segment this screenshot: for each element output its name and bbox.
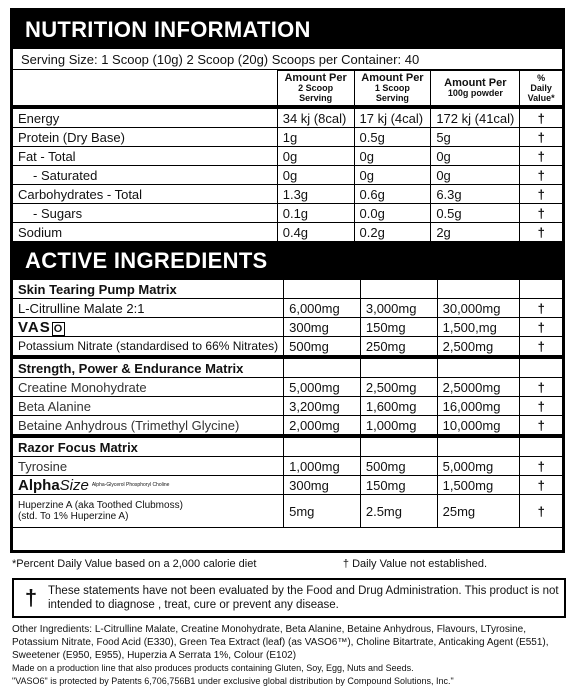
nutrition-table [13,70,562,242]
percent-dv-note: *Percent Daily Value based on a 2,000 calorie diet [12,558,257,570]
active-ingredients-table [13,280,562,528]
header-100g: Amount Per 100g powder [431,71,520,108]
ingredient-row: Betaine Anhydrous (Trimethyl Glycine) 2,000mg 1,000mg 10,000mg † [13,416,562,437]
section-header: Strength, Power & Endurance Matrix [13,357,562,378]
patent-note: "VASO6" is protected by Patents 6,706,756B1 under exclusive global distribution by Compound Solutions, Inc." [12,676,454,686]
ingredient-row: Potassium Nitrate (standardised to 66% Nitrates) 500mg 250mg 2,500mg † [13,337,562,358]
ingredient-row: Beta Alanine 3,200mg 1,600mg 16,000mg † [13,397,562,416]
nutrition-row: Carbohydrates - Total 1.3g 0.6g 6.3g † [13,185,562,204]
ingredient-row: Huperzine A (aka Toothed Clubmoss) (std. To 1% Huperzine A) 5mg 2.5mg 25mg † [13,495,562,528]
fda-disclaimer [12,578,566,618]
nutrition-row: Protein (Dry Base) 1g 0.5g 5g † [13,128,562,147]
active-ingredients-title: ACTIVE INGREDIENTS [13,242,562,280]
section-header: Skin Tearing Pump Matrix [13,280,562,299]
alphasize-logo: AlphaSize Alpha-Glycerol Phosphoryl Choline [13,476,284,495]
header-daily-value: % Daily Value* [520,71,562,108]
nutrition-row: - Saturated 0g 0g 0g † [13,166,562,185]
nutrition-header-row [13,71,562,108]
ingredient-row: AlphaSize Alpha-Glycerol Phosphoryl Choline 300mg 150mg 1,500mg † [13,476,562,495]
header-1-scoop: Amount Per 1 Scoop Serving [354,71,431,108]
nutrition-row: Energy 34 kj (8cal) 17 kj (4cal) 172 kj (41cal) † [13,107,562,128]
nutrition-panel [10,8,565,553]
nutrition-row: Sodium 0.4g 0.2g 2g † [13,223,562,242]
ingredient-row: Tyrosine 1,000mg 500mg 5,000mg † [13,457,562,476]
other-info [12,623,568,688]
allergen-note: Made on a production line that also produces products containing Gluten, Soy, Egg, Nuts and Seeds. [12,663,414,673]
header-2-scoop: Amount Per 2 Scoop Serving [277,71,354,108]
dagger-icon: † [24,585,38,610]
not-established-note: † Daily Value not established. [342,558,487,570]
nutrition-row: - Sugars 0.1g 0.0g 0.5g † [13,204,562,223]
footnotes [12,558,567,570]
vaso6-logo: VAS O [13,318,284,337]
other-ingredients: Other Ingredients: L-Citrulline Malate, Creatine Monohydrate, Beta Alanine, Betaine Anhydrous, Flavours, LTyrosine, Potassium Nitrate, Food Acid (E330), Green Tea Extract (leaf) (as VASO6™), Choline Bitartrate, Anticaking Agent (E551), Sweetener (E950, E955), Huperzia A Serrata 1%, Colour (E102) [12,624,549,661]
nutrition-row: Fat - Total 0g 0g 0g † [13,147,562,166]
nutrition-title: NUTRITION INFORMATION [13,11,562,49]
section-header: Razor Focus Matrix [13,436,562,457]
ingredient-row: Creatine Monohydrate 5,000mg 2,500mg 2,5000mg † [13,378,562,397]
ingredient-row: L-Citrulline Malate 2:1 6,000mg 3,000mg 30,000mg † [13,299,562,318]
serving-size: Serving Size: 1 Scoop (10g) 2 Scoop (20g) Scoops per Container: 40 [13,49,562,70]
ingredient-row: VAS O 300mg 150mg 1,500,mg † [13,318,562,337]
fda-text: These statements have not been evaluated by the Food and Drug Administration. This product is not intended to diagnose , treat, cure or prevent any disease. [48,585,559,611]
